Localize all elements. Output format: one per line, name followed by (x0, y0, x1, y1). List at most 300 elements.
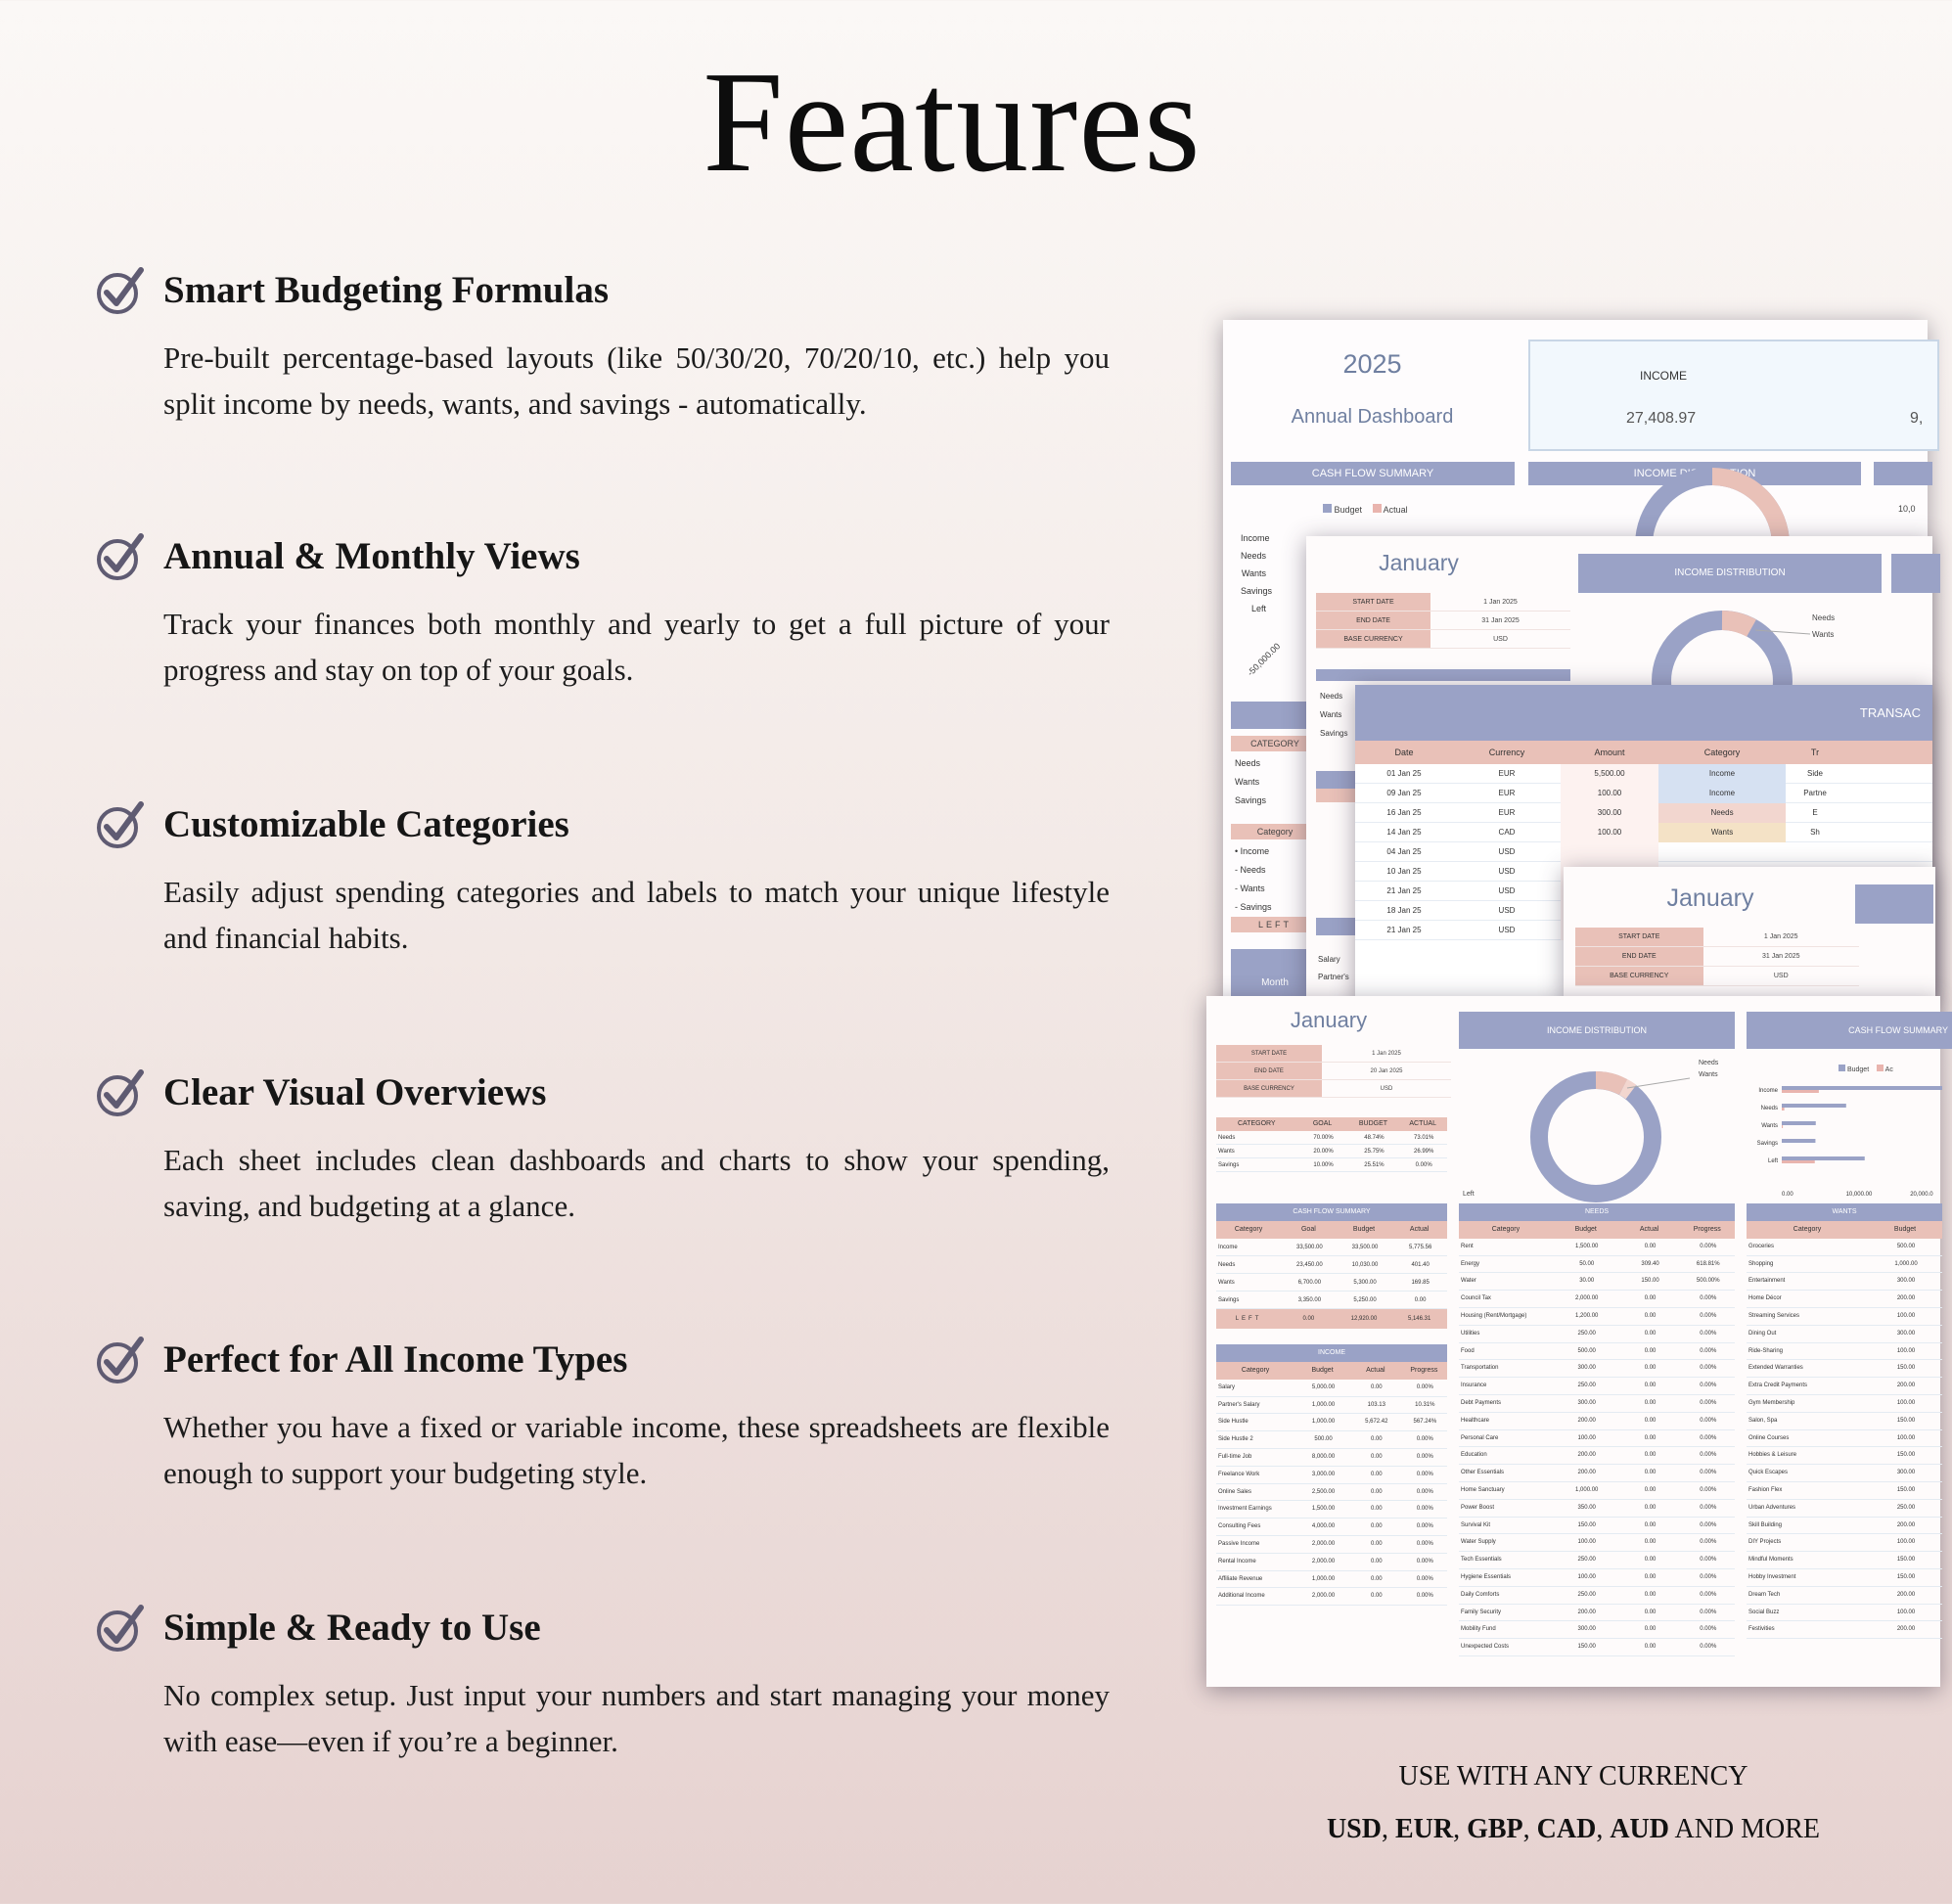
feature-item (94, 1602, 1112, 1764)
table-cell: 5,000.00 (1311, 1383, 1336, 1390)
table-cell: 1,500.00 (1311, 1506, 1336, 1513)
table-cell: Skill Building (1748, 1521, 1783, 1528)
date-value: 1 Jan 2025 (1372, 1051, 1401, 1057)
table-cell: 0.00 (1644, 1365, 1657, 1372)
currency-line-1: USE WITH ANY CURRENCY (1398, 1761, 1748, 1791)
table-cell: 12,920.00 (1350, 1316, 1378, 1322)
table-cell: 200.00 (1577, 1609, 1596, 1615)
table-cell: 70.00% (1313, 1135, 1334, 1141)
dash-chart-label-label: Needs (1241, 551, 1267, 561)
table-cell: 150.00 (1896, 1417, 1916, 1424)
table-cell: 0.00% (1700, 1591, 1717, 1598)
table-row (1747, 1569, 1942, 1587)
tx-cell: 300.00 (1561, 803, 1658, 823)
table-cell: 4,000.00 (1311, 1523, 1336, 1530)
jan1-next-bar (1891, 554, 1940, 593)
table-row (1216, 1239, 1447, 1256)
table-cell: Additional Income (1218, 1593, 1265, 1600)
table-row (1216, 1588, 1447, 1606)
feature-heading: Perfect for All Income Types (163, 1338, 628, 1381)
table-row (1459, 1569, 1735, 1587)
table-cell: Family Security (1461, 1609, 1502, 1615)
currency-line-2: USD, EUR, GBP, CAD, AUD AND MORE (1326, 1814, 1821, 1844)
front-legend-actual: Ac (1884, 1066, 1893, 1073)
table-cell: 100.00 (1896, 1399, 1916, 1406)
table-cell: 0.00% (1700, 1434, 1717, 1441)
table-cell: 5,672.42 (1365, 1419, 1388, 1426)
table-row (1459, 1518, 1735, 1535)
table-cell: 150.00 (1896, 1486, 1916, 1493)
table-cell: 50.00 (1579, 1260, 1595, 1267)
table-cell: 500.00 (1577, 1347, 1596, 1354)
tx-cell: Needs (1658, 803, 1786, 823)
table-cell: 0.00 (1644, 1539, 1657, 1546)
table-row (1216, 1256, 1447, 1274)
table-cell: Needs (1218, 1262, 1236, 1268)
table-header-cell: BUDGET (1358, 1120, 1388, 1127)
table-header-cell: Category (1491, 1226, 1521, 1233)
table-cell: 33,500.00 (1296, 1245, 1323, 1250)
table-row (1216, 1145, 1447, 1158)
table-row (1747, 1587, 1942, 1605)
table-cell: 0.00 (1644, 1486, 1657, 1493)
table-cell: 2,000.00 (1311, 1558, 1336, 1564)
table-cell: 200.00 (1896, 1591, 1916, 1598)
dash-chart-label (1241, 547, 1266, 565)
table-row (1747, 1256, 1942, 1274)
table-cell: 200.00 (1896, 1383, 1916, 1389)
table-cell: 5,146.31 (1407, 1316, 1431, 1322)
table-header-cell: Category (1793, 1226, 1822, 1233)
table-cell: 5,250.00 (1353, 1297, 1377, 1303)
table-cell: 0.00% (1700, 1295, 1717, 1302)
table-cell: Income (1218, 1245, 1238, 1250)
front-goal-table (1216, 1117, 1447, 1172)
table-cell: 350.00 (1577, 1504, 1596, 1511)
feature-heading: Annual & Monthly Views (163, 535, 580, 577)
table-cell: 0.00 (1644, 1504, 1657, 1511)
table-row (1459, 1587, 1735, 1605)
jan2-month: January (1666, 884, 1754, 912)
tx-cell: USD (1498, 886, 1516, 895)
tx-cell: Partne (1803, 789, 1827, 797)
feature-item (94, 1066, 1112, 1229)
table-cell: 0.00% (1416, 1383, 1433, 1390)
table-cell: 100.00 (1896, 1609, 1916, 1615)
dash-category-row-label: Savings (1235, 795, 1267, 805)
table-cell: 401.40 (1411, 1262, 1430, 1268)
table-cell: 300.00 (1896, 1278, 1916, 1285)
table-cell: 618.81% (1696, 1260, 1720, 1267)
dash-category-row (1235, 754, 1266, 773)
table-cell: 0.00% (1700, 1312, 1717, 1319)
table-cell: 0.00 (1302, 1316, 1315, 1322)
month-header: Month (1231, 949, 1319, 998)
table-cell: Salary (1218, 1383, 1236, 1390)
table-cell: 0.00% (1700, 1504, 1717, 1511)
table-cell: 0.00 (1644, 1644, 1657, 1651)
currency-code: AUD (1610, 1814, 1669, 1844)
tx-header-cell: Amount (1594, 748, 1625, 757)
table-cell: Salon, Spa (1748, 1417, 1778, 1424)
date-value: 31 Jan 2025 (1481, 617, 1520, 624)
table-cell: 0.00 (1644, 1557, 1657, 1564)
table-row (1747, 1552, 1942, 1569)
table-row (1747, 1534, 1942, 1552)
date-row[interactable] (1216, 1080, 1451, 1098)
currency-code: CAD (1536, 1814, 1597, 1844)
currency-code: USD (1326, 1814, 1382, 1844)
checkmark-icon (94, 530, 147, 583)
table-cell: 300.00 (1577, 1399, 1596, 1406)
table-cell: Savings (1218, 1162, 1240, 1168)
table-cell: DIY Projects (1748, 1539, 1782, 1546)
table-cell: Dining Out (1748, 1330, 1777, 1337)
page-title: Features (703, 42, 1202, 203)
table-header-cell: GOAL (1312, 1120, 1333, 1127)
table-row (1747, 1413, 1942, 1430)
table-cell: 0.00 (1370, 1540, 1383, 1547)
table-title: CASH FLOW SUMMARY (1216, 1203, 1447, 1221)
currency-code: GBP (1467, 1814, 1523, 1844)
table-row (1216, 1431, 1447, 1449)
feature-heading: Simple & Ready to Use (163, 1607, 541, 1649)
table-row (1216, 1571, 1447, 1589)
tx-cell: CAD (1498, 828, 1516, 837)
table-cell: 0.00 (1370, 1593, 1383, 1600)
table-title: WANTS (1747, 1203, 1942, 1221)
table-cell: 2,000.00 (1311, 1540, 1336, 1547)
feature-text: Track your finances both monthly and yearly to get a full picture of your progress and stay on top of your goals. (163, 607, 1110, 687)
table-cell: Utilities (1461, 1330, 1480, 1337)
table-cell: Hobby Investment (1748, 1573, 1796, 1580)
table-row (1216, 1449, 1447, 1467)
dash-chart-label (1241, 565, 1266, 582)
tx-cell: USD (1498, 926, 1516, 934)
tx-cell: USD (1498, 906, 1516, 915)
table-row (1747, 1273, 1942, 1291)
dash-category-row (1235, 792, 1266, 810)
table-cell: Other Essentials (1461, 1470, 1505, 1476)
date-row (1575, 947, 1859, 967)
date-value: USD (1493, 636, 1508, 643)
front-actual-bar (1782, 1108, 1785, 1111)
income-card (1528, 340, 1939, 451)
table-cell: 0.00% (1700, 1557, 1717, 1564)
dash-category-row (1235, 773, 1266, 792)
table-cell: Education (1461, 1452, 1487, 1459)
jan1-row (1320, 687, 1347, 705)
tx-row[interactable] (1355, 803, 1932, 823)
tx-cell: Sh (1810, 828, 1820, 837)
table-cell: 30.00 (1579, 1278, 1595, 1285)
table-row (1747, 1239, 1942, 1256)
table-cell: Home Décor (1748, 1295, 1782, 1302)
jan1-row-label: Wants (1320, 710, 1342, 719)
dash-category-row-label: Needs (1235, 758, 1261, 768)
table-cell: 5,775.56 (1408, 1245, 1432, 1250)
tx-row[interactable] (1355, 764, 1932, 784)
tx-header-cell: Tr (1810, 748, 1820, 757)
front-actual-bar (1782, 1125, 1783, 1128)
jan1-wants-label: Wants (1812, 630, 1835, 639)
tx-cell: Income (1658, 764, 1786, 784)
table-cell: 0.00% (1416, 1436, 1433, 1443)
date-row[interactable] (1575, 967, 1859, 986)
table-cell: 26.99% (1414, 1149, 1434, 1155)
date-label: START DATE (1216, 1045, 1322, 1062)
table-title: INCOME (1216, 1344, 1447, 1362)
table-row (1459, 1256, 1735, 1274)
date-label: END DATE (1575, 947, 1703, 966)
table-cell: 0.00% (1416, 1593, 1433, 1600)
table-cell: 150.00 (1577, 1644, 1596, 1651)
table-cell: Freelance Work (1218, 1471, 1260, 1477)
table-header-cell: Category (1234, 1226, 1263, 1233)
table-cell: 309.40 (1641, 1260, 1659, 1267)
table-cell: 0.00 (1644, 1330, 1657, 1337)
table-cell: 0.00 (1644, 1470, 1657, 1476)
table-cell: 3,000.00 (1311, 1471, 1336, 1477)
tx-cell: Side (1806, 769, 1823, 778)
table-cell: 300.00 (1896, 1470, 1916, 1476)
table-cell: 0.00 (1644, 1295, 1657, 1302)
table-row (1459, 1413, 1735, 1430)
table-cell: 200.00 (1896, 1295, 1916, 1302)
table-cell: 0.00% (1700, 1399, 1717, 1406)
tx-header-cell: Date (1394, 748, 1414, 757)
tx-header-cell: Category (1703, 748, 1741, 757)
checkmark-icon (94, 798, 147, 851)
table-row (1747, 1482, 1942, 1500)
tx-row[interactable] (1355, 842, 1932, 862)
table-header-cell: Budget (1352, 1226, 1376, 1233)
table-row (1747, 1447, 1942, 1465)
jan2-bar (1855, 884, 1933, 924)
table-cell: Consulting Fees (1218, 1523, 1261, 1530)
table-cell: Gym Membership (1748, 1399, 1795, 1406)
table-header-cell: Budget (1893, 1226, 1917, 1233)
table-cell: Full-time Job (1218, 1453, 1252, 1460)
tx-cell: 16 Jan 25 (1386, 808, 1422, 817)
table-row (1747, 1500, 1942, 1518)
table-cell: 250.00 (1896, 1504, 1916, 1511)
checkmark-icon (94, 1602, 147, 1655)
table-cell: 150.00 (1896, 1557, 1916, 1564)
table-cell: 150.00 (1641, 1278, 1659, 1285)
currency-tail: AND MORE (1674, 1814, 1821, 1844)
table-cell: 1,500.00 (1575, 1243, 1599, 1249)
table-row (1459, 1239, 1735, 1256)
front-budget-bar (1782, 1121, 1816, 1125)
table-header (1459, 1221, 1735, 1239)
tx-row[interactable] (1355, 784, 1932, 803)
table-cell: 0.00 (1414, 1297, 1427, 1303)
table-cell: 0.00% (1700, 1383, 1717, 1389)
table-cell: 0.00% (1700, 1573, 1717, 1580)
table-row (1747, 1343, 1942, 1361)
table-cell: 500.00 (1314, 1436, 1333, 1443)
tx-header-cell: Currency (1488, 748, 1525, 757)
feature-item (94, 798, 1112, 961)
table-cell: 0.00% (1700, 1417, 1717, 1424)
table-cell: Debt Payments (1461, 1399, 1502, 1406)
table-cell: 5,300.00 (1353, 1280, 1377, 1286)
date-label: END DATE (1316, 612, 1430, 629)
dash-chart-label (1241, 529, 1270, 547)
feature-text: Easily adjust spending categories and labels to match your unique lifestyle and financial habits. (163, 875, 1110, 955)
date-row (1216, 1045, 1451, 1063)
date-row (1575, 928, 1859, 947)
date-value: 1 Jan 2025 (1483, 599, 1518, 606)
table-cell: 10.00% (1313, 1162, 1334, 1168)
table-row (1459, 1500, 1735, 1518)
tx-cell: 100.00 (1561, 784, 1658, 803)
tx-cell: 01 Jan 25 (1386, 769, 1422, 778)
dash-chart-label (1241, 582, 1273, 600)
table-cell: Water Supply (1461, 1539, 1496, 1546)
feature-text: Each sheet includes clean dashboards and charts to show your spending, saving, and budgeting at a glance. (163, 1143, 1110, 1223)
table-cell: 0.00% (1416, 1471, 1433, 1477)
table-cell: 100.00 (1896, 1539, 1916, 1546)
tx-cell: EUR (1498, 769, 1516, 778)
table-row (1747, 1395, 1942, 1413)
table-cell: Council Tax (1461, 1295, 1491, 1302)
dash-chart-label-label: Savings (1241, 586, 1273, 596)
date-row[interactable] (1316, 630, 1570, 649)
tx-cell: 09 Jan 25 (1386, 789, 1422, 797)
dash-category2-row: - Savings (1235, 902, 1272, 912)
tx-row[interactable] (1355, 823, 1932, 842)
table-cell: Daily Comforts (1461, 1591, 1500, 1598)
table-row (1216, 1467, 1447, 1484)
table-cell: 200.00 (1577, 1470, 1596, 1476)
dash-chart-labels (1241, 529, 1273, 617)
date-label: START DATE (1575, 928, 1703, 946)
table-cell: Transportation (1461, 1365, 1499, 1372)
table-row (1216, 1414, 1447, 1431)
table-cell: 6,700.00 (1297, 1280, 1322, 1286)
table-cell: 0.00% (1700, 1347, 1717, 1354)
table-cell: 0.00% (1700, 1644, 1717, 1651)
cut-value: 9, (1910, 410, 1924, 427)
table-row (1216, 1397, 1447, 1415)
jan2-dates (1575, 928, 1859, 986)
jan1-row-label: Needs (1320, 692, 1343, 701)
january-front-sheet (1206, 996, 1948, 1687)
table-cell: 100.00 (1577, 1539, 1596, 1546)
table-cell: 150.00 (1896, 1365, 1916, 1372)
tx-cell: 100.00 (1561, 823, 1658, 842)
table-cell: 0.00 (1644, 1591, 1657, 1598)
table-cell: 0.00% (1700, 1486, 1717, 1493)
table-cell: 200.00 (1577, 1417, 1596, 1424)
table-cell: 8,000.00 (1311, 1453, 1336, 1460)
table-cell: 250.00 (1577, 1330, 1596, 1337)
jan1-table-bar (1316, 669, 1570, 681)
currency-code: EUR (1394, 1814, 1454, 1844)
table-row (1459, 1395, 1735, 1413)
table-cell: Quick Escapes (1748, 1470, 1789, 1476)
table-row (1459, 1291, 1735, 1308)
tx-cell: 14 Jan 25 (1386, 828, 1422, 837)
table-cell: 300.00 (1577, 1365, 1596, 1372)
table-cell: 0.00% (1700, 1521, 1717, 1528)
table-cell: 150.00 (1896, 1452, 1916, 1459)
front-cash-flow-table (1216, 1203, 1447, 1329)
table-cell: Extra Credit Payments (1748, 1383, 1808, 1389)
left-row: LEFT (1231, 917, 1319, 932)
table-cell: 0.00% (1700, 1365, 1717, 1372)
income-value: 27,408.97 (1626, 410, 1697, 427)
table-cell: 0.00% (1700, 1330, 1717, 1337)
front-legend (1839, 1065, 1893, 1073)
table-cell: Investment Earnings (1218, 1506, 1272, 1513)
table-cell: 200.00 (1896, 1626, 1916, 1633)
table-left-row (1216, 1309, 1447, 1329)
dash-chart-label (1241, 600, 1266, 617)
table-cell: Water (1461, 1278, 1476, 1285)
table-cell: Tech Essentials (1461, 1557, 1502, 1564)
tx-cell (1658, 842, 1786, 862)
front-legend-budget-swatch (1839, 1065, 1845, 1071)
tx-cell: USD (1498, 867, 1516, 876)
front-chart-label: Income (1758, 1088, 1778, 1094)
table-row (1747, 1360, 1942, 1378)
table-header-cell: Actual (1409, 1226, 1430, 1233)
front-dates (1216, 1045, 1451, 1098)
date-label: BASE CURRENCY (1316, 630, 1430, 648)
table-cell: Side Hustle 2 (1218, 1436, 1253, 1443)
table-cell: 0.00 (1644, 1626, 1657, 1633)
table-row (1216, 1484, 1447, 1502)
table-row (1459, 1621, 1735, 1639)
feature-heading: Smart Budgeting Formulas (163, 269, 610, 311)
income-label: INCOME (1640, 369, 1687, 383)
third-bar (1874, 462, 1932, 485)
table-cell: 0.00 (1370, 1488, 1383, 1495)
table-cell: 20.00% (1313, 1149, 1334, 1155)
table-cell: Side Hustle (1218, 1419, 1248, 1426)
dash-category2-row-label: Wants (1240, 884, 1265, 893)
cash-flow-bar: CASH FLOW SUMMARY (1231, 462, 1515, 485)
front-chart-label: Savings (1756, 1141, 1778, 1147)
jan1-row-label: Savings (1320, 729, 1348, 738)
table-cell: 0.00% (1415, 1162, 1432, 1168)
legend (1323, 504, 1408, 515)
dash-chart-label-label: Left (1250, 604, 1266, 613)
table-cell: Needs (1218, 1135, 1236, 1141)
table-cell: 0.00 (1644, 1452, 1657, 1459)
date-value: USD (1380, 1086, 1393, 1092)
checkmark-icon (94, 264, 147, 317)
jan1-month: January (1379, 550, 1459, 575)
tx-cell: 10 Jan 25 (1386, 867, 1422, 876)
tx-cell: 5,500.00 (1561, 764, 1658, 784)
table-cell: Mobility Fund (1461, 1626, 1496, 1633)
table-row (1747, 1326, 1942, 1343)
table-cell: 0.00 (1644, 1243, 1657, 1249)
table-cell: 200.00 (1577, 1452, 1596, 1459)
category-list (1235, 754, 1266, 810)
front-budget-bar (1782, 1139, 1815, 1143)
jan1-row (1320, 705, 1347, 724)
table-cell: 2,000.00 (1575, 1295, 1599, 1302)
tx-cell: Wants (1658, 823, 1786, 842)
table-cell: 169.85 (1411, 1280, 1430, 1286)
table-row (1216, 1158, 1447, 1172)
table-row (1459, 1639, 1735, 1656)
